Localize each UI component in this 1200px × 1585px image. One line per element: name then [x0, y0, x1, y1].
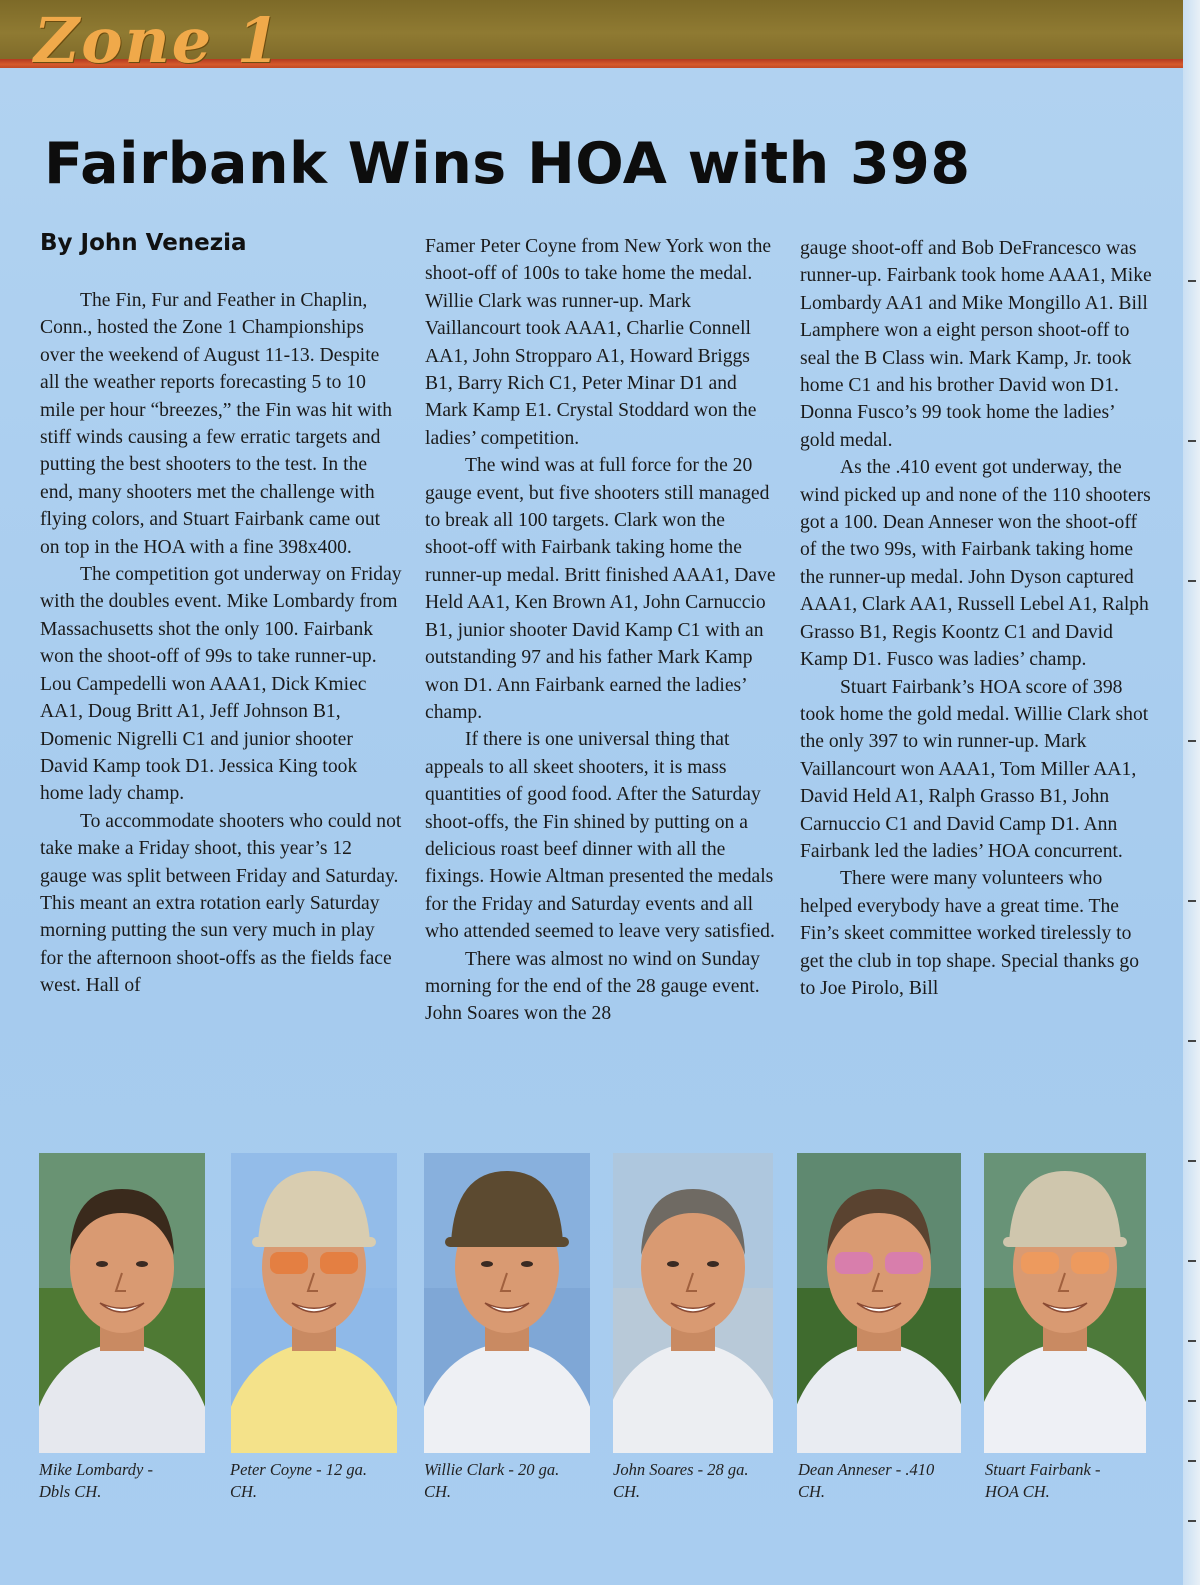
glasses-right-lens [1071, 1252, 1109, 1274]
caption-name: Willie Clark - 20 ga. [424, 1460, 560, 1479]
paragraph: The wind was at full force for the 20 gauge event, but five shooters still managed to break all 100 targets. Clark won the shoot-off with Fairbank taking home the runner-up medal. Britt finished AAA1, Dave Held AA1, Ken Brown A1, John Carnuccio B1, junior shooter David Kamp C1 with an outstanding 97 and his father Mark Kamp won D1. Ann Fairbank earned the ladies’ champ. [425, 455, 776, 723]
caption-name: John Soares - 28 ga. [613, 1460, 749, 1479]
portrait-photo [797, 1153, 961, 1453]
portrait-photo [984, 1153, 1146, 1453]
caption-title: CH. [613, 1482, 641, 1501]
caption-name: Peter Coyne - 12 ga. [230, 1460, 368, 1479]
left-eye [96, 1261, 108, 1267]
right-eye [521, 1261, 533, 1267]
portrait-illustration [613, 1153, 773, 1453]
paragraph: Famer Peter Coyne from New York won the shoot-off of 100s to take home the medal. Willie Clark was runner-up. Mark Vaillancourt took AAA1, Charlie Connell AA1, John Stropparo A1, Howard Briggs B1, Barry Rich C1, Peter Minar D1 and Mark Kamp E1. Crystal Stoddard won the ladies’ competition. [425, 236, 772, 449]
article-column-3 [800, 235, 1152, 1002]
section-label: Zone 1 [34, 4, 282, 77]
caption-title: CH. [230, 1482, 258, 1501]
cap-brim [445, 1237, 569, 1247]
portrait-illustration [984, 1153, 1146, 1453]
caption-title: HOA CH. [985, 1482, 1050, 1501]
right-eye [136, 1261, 148, 1267]
caption-name: Mike Lombardy - [39, 1460, 153, 1479]
glasses-right-lens [320, 1252, 358, 1274]
photo-caption [424, 1459, 604, 1503]
caption-title: CH. [424, 1482, 452, 1501]
glasses-right-lens [885, 1252, 923, 1274]
portrait-photo [231, 1153, 397, 1453]
article-column-2 [425, 233, 777, 1028]
photo-caption [985, 1459, 1165, 1503]
portrait-photo [39, 1153, 205, 1453]
caption-title: Dbls CH. [39, 1482, 102, 1501]
portrait-photo [613, 1153, 773, 1453]
paragraph: As the .410 event got underway, the wind picked up and none of the 110 shooters got a 100. Dean Anneser won the shoot-off of the two 99s, with Fairbank taking home the runner-up medal. John Dyson captured AAA1, Clark AA1, Russell Lebel A1, Ralph Grasso B1, Regis Koontz C1 and David Kamp D1. Fusco was ladies’ champ. [800, 457, 1151, 671]
portrait-illustration [39, 1153, 205, 1453]
photo-caption [39, 1459, 219, 1503]
paragraph: There were many volunteers who helped everybody have a great time. The Fin’s skeet committee worked tirelessly to get the club in top shape. Special thanks go to Joe Pirolo, Bill [800, 868, 1140, 999]
photo-caption [230, 1459, 410, 1503]
photo-caption [798, 1459, 978, 1503]
paragraph: The competition got underway on Friday with the doubles event. Mike Lombardy from Massachusetts shot the only 100. Fairbank won the shoot-off of 99s to take runner-up. Lou Campedelli won AAA1, Dick Kmiec AA1, Doug Britt A1, Jeff Johnson B1, Domenic Nigrelli C1 and junior shooter David Kamp took D1. Jessica King took home lady champ. [40, 564, 402, 805]
caption-name: Dean Anneser - .410 [798, 1460, 935, 1479]
article-headline: Fairbank Wins HOA with 398 [44, 131, 971, 197]
photo-row [0, 1153, 1183, 1453]
cap-brim [1003, 1237, 1127, 1247]
photo-caption [613, 1459, 793, 1503]
paragraph: The Fin, Fur and Feather in Chaplin, Conn., hosted the Zone 1 Championships over the weekend of August 11-13. Despite all the weather reports forecasting 5 to 10 mile per hour “breezes,” the Fin was hit with stiff winds causing a few erratic targets and putting the best shooters to the test. In the end, many shooters met the challenge with flying colors, and Stuart Fairbank came out on top in the HOA with a fine 398x400. [40, 290, 393, 558]
portrait-photo [424, 1153, 590, 1453]
right-eye [707, 1261, 719, 1267]
paragraph: Stuart Fairbank’s HOA score of 398 took home the gold medal. Willie Clark shot the only 397 to win runner-up. Mark Vaillancourt won AAA1, Tom Miller AA1, David Held A1, Ralph Grasso B1, John Carnuccio C1 and David Camp D1. Ann Fairbank led the ladies’ HOA concurrent. [800, 676, 1149, 862]
glasses-left-lens [1021, 1252, 1059, 1274]
portrait-illustration [424, 1153, 590, 1453]
portrait-illustration [231, 1153, 397, 1453]
paragraph: To accommodate shooters who could not take make a Friday shoot, this year’s 12 gauge was split between Friday and Saturday. This meant an extra rotation early Saturday morning putting the sun very much in play for the afternoon shoot-offs as the fields face west. Hall of [40, 810, 402, 997]
paragraph: gauge shoot-off and Bob DeFrancesco was runner-up. Fairbank took home AAA1, Mike Lombardy AA1 and Mike Mongillo A1. Bill Lamphere won a eight person shoot-off to seal the B Class win. Mark Kamp, Jr. took home C1 and his brother David won D1. Donna Fusco’s 99 took home the ladies’ gold medal. [800, 238, 1152, 451]
left-eye [481, 1261, 493, 1267]
caption-name: Stuart Fairbank - [985, 1460, 1101, 1479]
paragraph: If there is one universal thing that appeals to all skeet shooters, it is mass quantities of good food. After the Saturday shoot-offs, the Fin shined by putting on a delicious roast beef dinner with all the fixings. Howie Altman presented the medals for the Friday and Saturday events and all who attended seemed to leave very satisfied. [425, 729, 775, 943]
article-byline: By John Venezia [40, 230, 247, 256]
left-eye [667, 1261, 679, 1267]
portrait-illustration [797, 1153, 961, 1453]
binding-marks [1186, 280, 1196, 1580]
paragraph: There was almost no wind on Sunday morning for the end of the 28 gauge event. John Soares won the 28 [425, 948, 760, 1025]
cap-brim [252, 1237, 376, 1247]
glasses-left-lens [270, 1252, 308, 1274]
caption-title: CH. [798, 1482, 826, 1501]
glasses-left-lens [835, 1252, 873, 1274]
article-column-1 [40, 287, 402, 1000]
